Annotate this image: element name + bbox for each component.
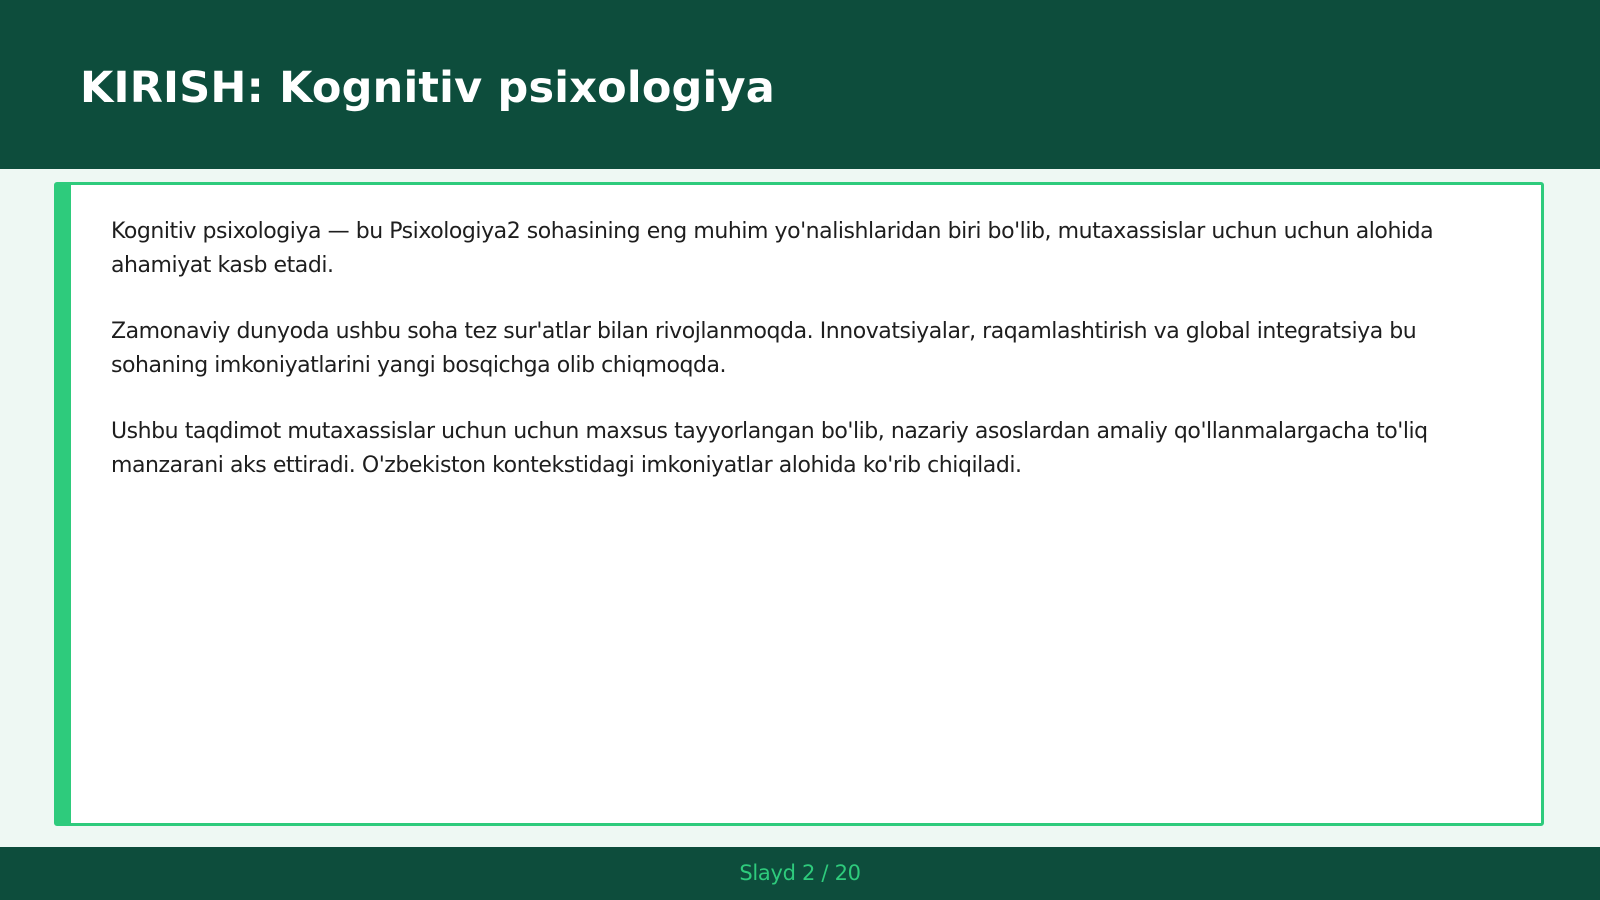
- slide-header: [0, 0, 1600, 169]
- paragraph-intro: Kognitiv psixologiya — bu Psixologiya2 sohasining eng muhim yo'nalishlaridan biri bo'lib, mutaxassislar uchun uchun alohida ahamiyat kasb etadi.: [111, 219, 1434, 278]
- paragraph-presentation-scope: Ushbu taqdimot mutaxassislar uchun uchun maxsus tayyorlangan bo'lib, nazariy asoslardan amaliy qo'llanmalargacha to'liq manzarani aks ettiradi. O'zbekiston kontekstidagi imkoniyatlar alohida ko'rib chiqiladi.: [111, 419, 1428, 478]
- content-card: [54, 182, 1544, 826]
- slide-title: KIRISH: Kognitiv psixologiya: [80, 63, 775, 113]
- slide-counter: Slayd 2 / 20: [739, 861, 861, 885]
- paragraph-modern-world: Zamonaviy dunyoda ushbu soha tez sur'atlar bilan rivojlanmoqda. Innovatsiyalar, raqamlashtirish va global integratsiya bu sohaning imkoniyatlarini yangi bosqichga olib chiqmoqda.: [111, 319, 1417, 378]
- slide-footer: [0, 847, 1600, 900]
